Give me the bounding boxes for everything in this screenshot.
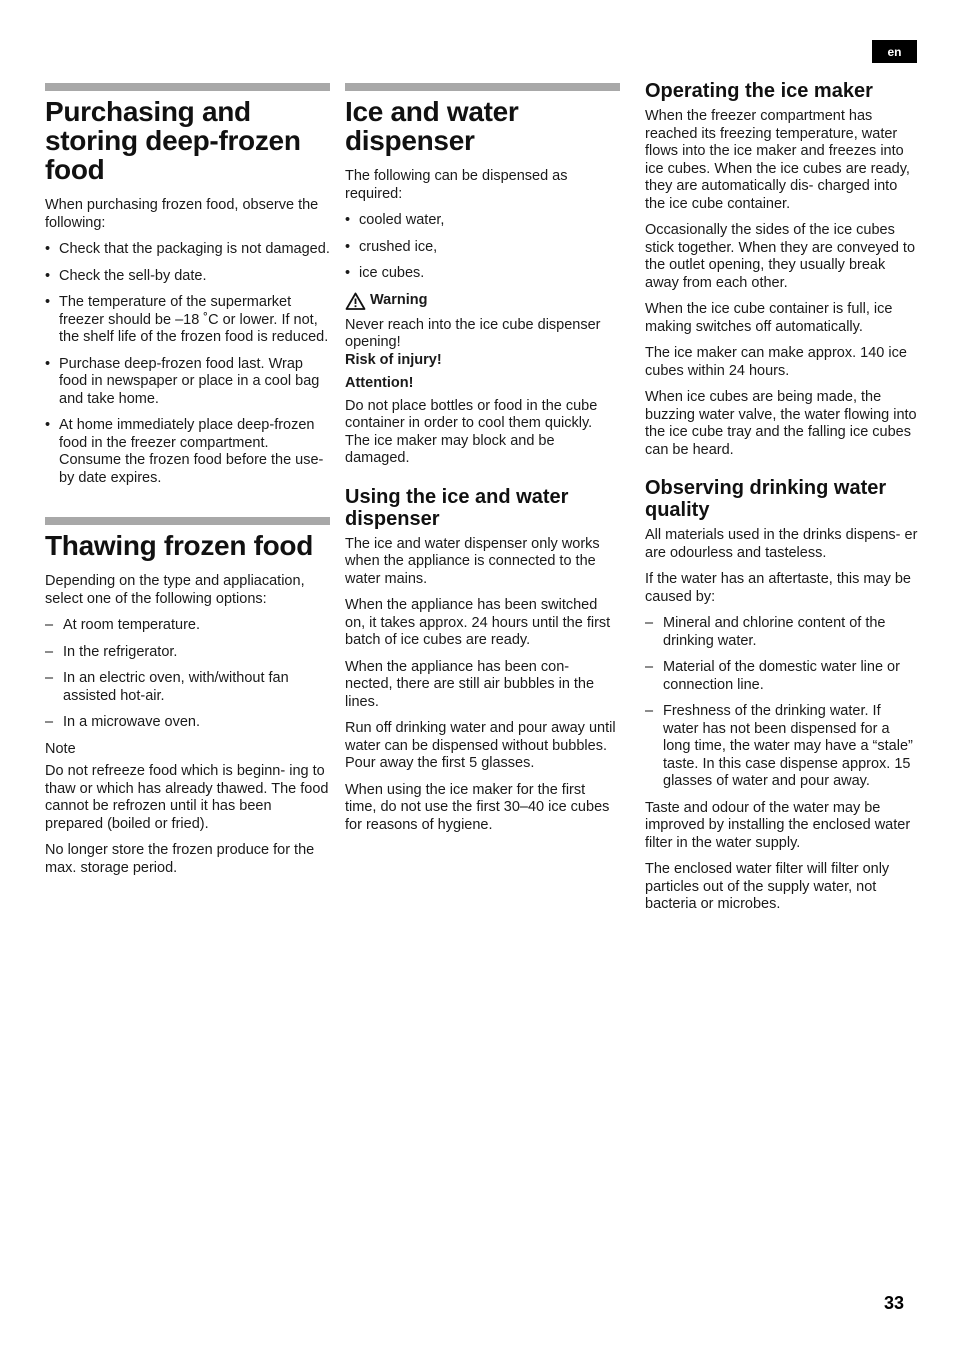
heading-dispenser: Ice and water dispenser [345,96,519,156]
column-middle [345,83,620,843]
section-divider [45,517,330,525]
section-divider [345,83,620,91]
bullet-marker: • [45,417,51,433]
operating-paragraph: When ice cubes are being made, the buzzing water valve, the water flowing into the ice cube tray and the falling ice cubes can be heard. [645,389,917,458]
column-right [645,80,920,923]
risk-text: Risk of injury! [345,351,442,368]
operating-paragraph: Occasionally the sides of the ice cubes stick together. When they are conveyed to the outlet opening, they usually break away from each other. [645,222,916,291]
quality-paragraph: All materials used in the drinks dispens- er are odourless and tasteless. [645,527,918,561]
list-item: – In an electric oven, with/without fan assisted hot-air. [45,670,289,704]
heading-thawing: Thawing frozen food [45,530,314,561]
heading-operating: Operating the ice maker [645,80,873,102]
bullet-marker: • [345,212,351,228]
heading-purchasing: Purchasing and storing deep-frozen food [45,96,301,185]
dispenser-list [345,212,620,283]
list-item: • Check that the packaging is not damaged. [45,241,330,257]
bullet-marker: • [45,241,51,257]
list-item: • Purchase deep-frozen food last. Wrap food in newspaper or place in a cool bag and take home. [45,355,320,407]
attention-label: Attention! [345,375,414,391]
warning-heading [345,292,620,310]
list-item: • cooled water, [345,212,445,228]
list-item: • ice cubes. [345,265,425,281]
using-paragraph: The ice and water dispenser only works when the appliance is connected to the water mains. [345,535,600,587]
using-paragraph: When the appliance has been con- nected, there are still air bubbles in the lines. [345,658,595,710]
attention-text: Do not place bottles or food in the cube container in order to cool them quickly. The ice maker may block and be damaged. [345,397,598,466]
column-left [45,83,330,886]
list-item: • The temperature of the supermarket freezer should be –18 ˚C or lower. If not, the shelf life of the frozen food is reduced. [45,294,329,345]
purchasing-intro: When purchasing frozen food, observe the following: [45,197,319,231]
dash-marker: – [45,714,54,730]
operating-paragraph: The ice maker can make approx. 140 ice cubes within 24 hours. [645,345,907,379]
storage-text: No longer store the frozen produce for the max. storage period. [45,842,315,876]
list-item: – Mineral and chlorine content of the drinking water. [645,615,886,649]
list-item: • Check the sell-by date. [45,267,207,284]
heading-water-quality: Observing drinking water quality [645,477,887,521]
warning-label: Warning [370,291,428,308]
bullet-marker: • [345,238,351,255]
bullet-marker: • [45,267,51,284]
list-item: – At room temperature. [45,617,200,633]
heading-using: Using the ice and water dispenser [345,485,569,530]
list-item: • At home immediately place deep-frozen food in the freezer compartment. Consume the frozen food before the use-by date expires. [45,417,324,486]
using-paragraph: Run off drinking water and pour away until water can be dispensed without bubbles. Pour away the first 5 glasses. [345,720,616,771]
dash-marker: – [645,659,654,675]
list-item: – Material of the domestic water line or connection line. [645,659,900,693]
thawing-options-list [45,617,330,732]
quality-paragraph: If the water has an aftertaste, this may be caused by: [645,571,911,605]
thawing-intro: Depending on the type and appliacation, select one of the following options: [45,573,305,607]
dash-marker: – [645,703,654,719]
list-item: – Freshness of the drinking water. If water has not been dispensed for a long time, the water may have a “stale” taste. In this case dispense approx. 15 glasses of water and pour away. [645,703,913,789]
warning-text: Never reach into the ice cube dispenser opening! [345,316,601,350]
dash-marker: – [45,617,54,633]
note-text: Do not refreeze food which is beginn- ing to thaw or which has already thawed. The food cannot be refrozen until it has been prepared (boiled or fried). [45,763,329,832]
bullet-marker: • [345,265,351,281]
warning-triangle-icon [345,292,366,310]
section-divider [45,83,330,91]
purchasing-list [45,241,330,487]
list-item: – In a microwave oven. [45,714,201,730]
dispenser-intro: The following can be dispensed as required: [345,168,568,202]
note-label: Note [45,740,76,757]
language-badge: en [872,40,917,63]
page-number: 33 [884,1293,905,1313]
aftertaste-causes-list [645,615,920,791]
dash-marker: – [645,615,654,631]
list-item: – In the refrigerator. [45,643,178,660]
operating-paragraph: When the ice cube container is full, ice making switches off automatically. [645,301,893,335]
using-paragraph: When the appliance has been switched on, it takes approx. 24 hours until the first batch of ice cubes are ready. [345,597,611,648]
operating-paragraph: When the freezer compartment has reached its freezing temperature, water flows into the ice maker and freezes into ice cubes. When the ice cubes are ready, they are automatically dis- charged into the ice cube container. [645,108,910,212]
bullet-marker: • [45,294,51,310]
quality-paragraph: The enclosed water filter will filter only particles out of the supply water, not bacteria or microbes. [645,861,890,912]
list-item: • crushed ice, [345,238,438,255]
bullet-marker: • [45,355,51,372]
using-paragraph: When using the ice maker for the first time, do not use the first 30–40 ice cubes for reasons of hygiene. [345,781,610,833]
dash-marker: – [45,670,54,686]
quality-paragraph: Taste and odour of the water may be improved by installing the enclosed water filter in the water supply. [645,799,911,851]
dash-marker: – [45,643,54,660]
